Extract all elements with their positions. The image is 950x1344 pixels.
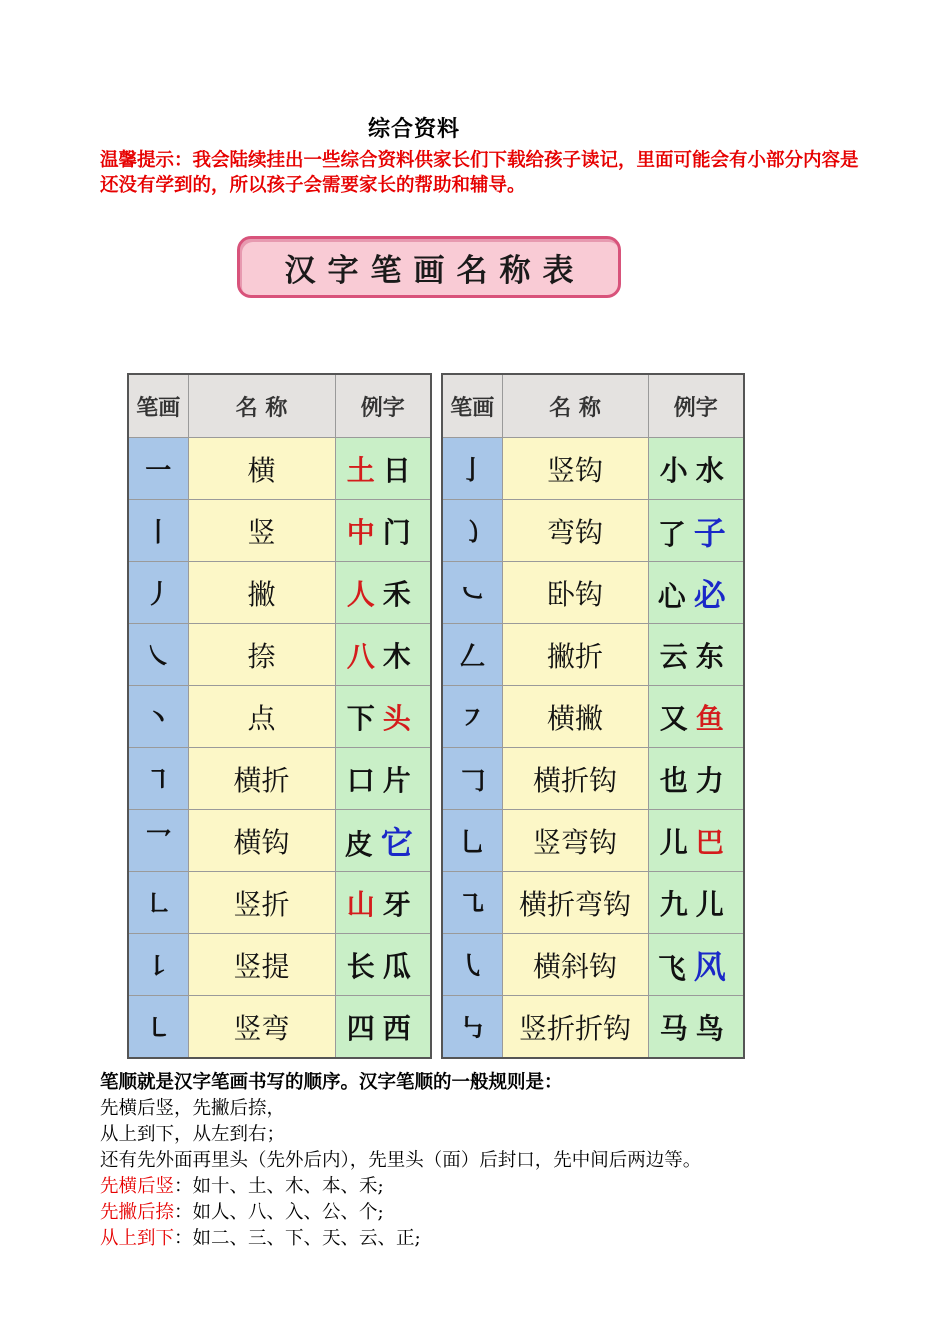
stroke-glyph: ㇕ [128, 748, 188, 810]
example-chars [335, 438, 431, 500]
header-stroke: 笔画 [128, 374, 188, 438]
example-char: 飞 [657, 951, 694, 985]
table-banner: 汉字笔画名称表 [237, 236, 621, 298]
example-char: 巴 [695, 825, 732, 859]
example-chars [335, 624, 431, 686]
rule-example [100, 1226, 880, 1252]
example-char: 力 [695, 763, 732, 797]
rule-name: 从上到下 [100, 1228, 175, 1249]
stroke-name: 捺 [188, 624, 335, 686]
page-title: 综合资料 [368, 116, 461, 142]
example-char: 人 [346, 577, 383, 611]
example-chars [335, 810, 431, 872]
rule-example [100, 1200, 880, 1226]
rule-text: ：如二、三、下、天、云、正; [174, 1228, 421, 1249]
example-char: 风 [693, 947, 734, 986]
stroke-name: 竖钩 [502, 438, 648, 500]
stroke-glyph: 丨 [128, 500, 188, 562]
table-row [442, 686, 744, 748]
header-name: 名 称 [188, 374, 335, 438]
table-row [442, 624, 744, 686]
rules-lead: 笔顺就是汉字笔画书写的顺序。汉字笔顺的一般规则是： [100, 1072, 563, 1093]
rule-text: ：如人、八、入、公、个; [174, 1202, 384, 1223]
table-row [128, 996, 431, 1059]
example-char: 皮 [344, 827, 381, 861]
example-char: 它 [380, 823, 421, 862]
example-char: 土 [346, 453, 383, 487]
example-char: 西 [382, 1011, 419, 1045]
example-char: 云 [659, 639, 696, 673]
table-row [442, 748, 744, 810]
stroke-name: 横折弯钩 [502, 872, 648, 934]
example-chars [335, 872, 431, 934]
table-row [128, 438, 431, 500]
stroke-name: 卧钩 [502, 562, 648, 624]
example-chars [648, 438, 744, 500]
rules-line: 先横后竖，先撇后捺， [100, 1098, 286, 1119]
table-row [128, 872, 431, 934]
stroke-glyph: 一 [128, 438, 188, 500]
stroke-name: 点 [188, 686, 335, 748]
stroke-glyph: ㇉ [442, 996, 502, 1059]
stroke-name: 横钩 [188, 810, 335, 872]
example-char: 东 [695, 639, 732, 673]
stroke-table-left [127, 373, 432, 1059]
example-char: 马 [659, 1011, 696, 1045]
example-char: 片 [382, 763, 419, 797]
table-row [442, 934, 744, 996]
example-char: 瓜 [382, 949, 419, 983]
example-char: 头 [382, 701, 419, 735]
example-chars [648, 686, 744, 748]
example-char: 又 [659, 701, 696, 735]
example-char: 禾 [382, 577, 419, 611]
stroke-name: 撇折 [502, 624, 648, 686]
example-char: 牙 [382, 887, 419, 921]
notice-text: 温馨提示：我会陆续挂出一些综合资料供家长们下载给孩子读记，里面可能会有小部分内容是还没有学到的，所以孩子会需要家长的帮助和辅导。 [100, 150, 859, 196]
table-row [442, 500, 744, 562]
stroke-glyph: 乛 [128, 810, 188, 872]
stroke-glyph: ㇁ [442, 500, 502, 562]
table-row [128, 810, 431, 872]
example-char: 水 [695, 453, 732, 487]
table-row [128, 934, 431, 996]
table-row [128, 748, 431, 810]
example-chars [335, 686, 431, 748]
header-example: 例字 [335, 374, 431, 438]
stroke-name: 竖 [188, 500, 335, 562]
example-chars [335, 934, 431, 996]
table-row [128, 624, 431, 686]
stroke-name: 横折钩 [502, 748, 648, 810]
example-chars [648, 500, 744, 562]
rule-text: ：如十、土、木、本、禾; [174, 1176, 384, 1197]
example-chars [648, 934, 744, 996]
stroke-glyph: ㇗ [128, 872, 188, 934]
example-chars [648, 872, 744, 934]
example-char: 心 [657, 579, 694, 613]
rule-example [100, 1174, 880, 1200]
stroke-glyph: 丿 [128, 562, 188, 624]
example-char: 中 [346, 515, 383, 549]
stroke-name: 横 [188, 438, 335, 500]
example-chars [335, 996, 431, 1059]
example-char: 小 [659, 453, 696, 487]
example-char: 日 [382, 453, 419, 487]
stroke-glyph: 𠃌 [442, 748, 502, 810]
example-char: 八 [346, 639, 383, 673]
example-char: 子 [693, 513, 734, 552]
stroke-name: 横撇 [502, 686, 648, 748]
table-row [442, 562, 744, 624]
stroke-table-right [441, 373, 745, 1059]
header-stroke: 笔画 [442, 374, 502, 438]
example-char: 门 [382, 515, 419, 549]
stroke-glyph: 𠃋 [442, 624, 502, 686]
stroke-glyph: 亅 [442, 438, 502, 500]
example-char: 四 [346, 1011, 383, 1045]
example-chars [648, 810, 744, 872]
table-row [442, 438, 744, 500]
stroke-name: 竖弯 [188, 996, 335, 1059]
stroke-order-rules [100, 1070, 880, 1252]
table-row [128, 686, 431, 748]
example-chars [335, 748, 431, 810]
table-row [442, 996, 744, 1059]
stroke-name: 横斜钩 [502, 934, 648, 996]
stroke-name: 横折 [188, 748, 335, 810]
example-chars [648, 996, 744, 1059]
example-chars [335, 562, 431, 624]
stroke-name: 竖折折钩 [502, 996, 648, 1059]
header-example: 例字 [648, 374, 744, 438]
example-char: 也 [659, 763, 696, 797]
stroke-name: 竖弯钩 [502, 810, 648, 872]
stroke-glyph: 丶 [128, 686, 188, 748]
stroke-glyph: ㇇ [442, 686, 502, 748]
rules-line: 从上到下，从左到右； [100, 1124, 286, 1145]
stroke-glyph: ㇏ [128, 624, 188, 686]
example-char: 必 [693, 575, 734, 614]
example-char: 口 [346, 763, 383, 797]
table-row [128, 500, 431, 562]
header-name: 名 称 [502, 374, 648, 438]
stroke-name: 竖提 [188, 934, 335, 996]
example-chars [648, 748, 744, 810]
example-char: 鸟 [695, 1011, 732, 1045]
table-row [128, 562, 431, 624]
example-char: 山 [346, 887, 383, 921]
example-char: 鱼 [695, 701, 732, 735]
example-char: 儿 [659, 825, 696, 859]
example-char: 九 [659, 887, 696, 921]
example-char: 木 [382, 639, 419, 673]
stroke-glyph: ㇂ [442, 934, 502, 996]
stroke-name: 撇 [188, 562, 335, 624]
rules-line: 还有先外面再里头（先外后内），先里头（面）后封口，先中间后两边等。 [100, 1150, 702, 1171]
example-char: 下 [346, 701, 383, 735]
example-chars [648, 562, 744, 624]
stroke-glyph: 乚 [442, 810, 502, 872]
example-chars [648, 624, 744, 686]
rule-name: 先横后竖 [100, 1176, 175, 1197]
example-char: 儿 [695, 887, 732, 921]
example-char: 长 [346, 949, 383, 983]
stroke-glyph: ㇙ [128, 934, 188, 996]
stroke-name: 弯钩 [502, 500, 648, 562]
table-row [442, 872, 744, 934]
table-row [442, 810, 744, 872]
stroke-glyph: ㇄ [128, 996, 188, 1059]
stroke-name: 竖折 [188, 872, 335, 934]
stroke-glyph: ㇃ [442, 562, 502, 624]
example-char: 了 [657, 517, 694, 551]
stroke-glyph: ㇈ [442, 872, 502, 934]
rule-name: 先撇后捺 [100, 1202, 175, 1223]
example-chars [335, 500, 431, 562]
